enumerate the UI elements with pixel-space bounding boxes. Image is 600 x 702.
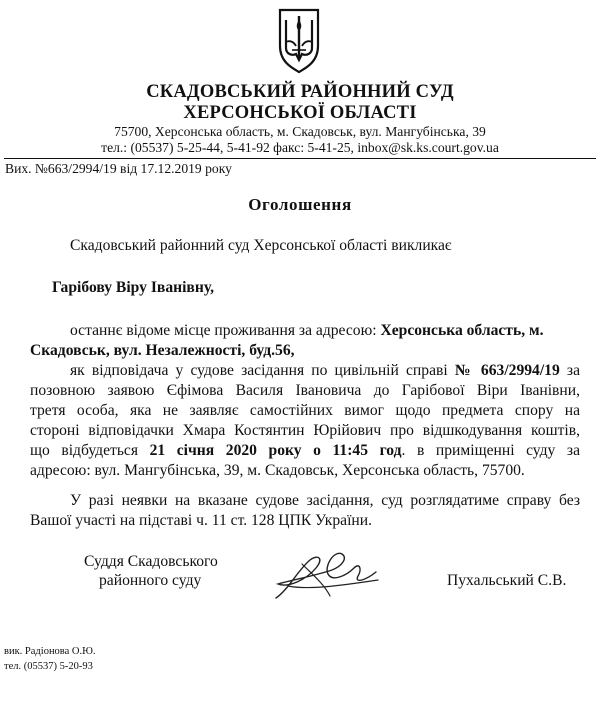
- residence-line1: [70, 321, 544, 341]
- hearing-address-line: адресою: вул. Мангубінська, 39, м. Скадовськ, Херсонська область, 75700.: [30, 462, 525, 479]
- residence-address-b: Скадовськ, вул. Незалежності, буд.56,: [30, 342, 295, 359]
- addressee-name: Гарібову Віру Іванівну,: [52, 279, 214, 296]
- judge-name: Пухальський С.В.: [447, 572, 567, 589]
- executor-phone: тел. (05537) 5-20-93: [4, 661, 93, 672]
- third-party-name-line: стороні відповідачки Хмара Костянтин Юрійович про відшкодування коштів,: [30, 422, 580, 439]
- residence-address-a: Херсонська область, м.: [380, 322, 544, 339]
- outgoing-number: Вих. №663/2994/19 від 17.12.2019 року: [5, 161, 232, 176]
- role-prefix: як відповідача у судове засідання по цивільній справі: [70, 362, 455, 379]
- header-divider: [4, 158, 596, 159]
- court-name-line1: СКАДОВСЬКИЙ РАЙОННИЙ СУД: [146, 82, 454, 102]
- hearing-suffix: . в приміщенні суду за: [401, 442, 580, 459]
- hearing-line: [30, 441, 580, 461]
- court-contacts: тел.: (05537) 5-25-44, 5-41-92 факс: 5-41-25, inbox@sk.ks.court.gov.ua: [101, 140, 499, 155]
- judge-title-line1: Суддя Скадовського: [84, 553, 218, 570]
- intro-paragraph: Скадовський районний суд Херсонської області викликає: [70, 237, 452, 254]
- third-party-line: третя особа, яка не заявляє самостійних вимог щодо предмета спору на: [30, 402, 580, 419]
- role-line: [30, 361, 580, 381]
- handwritten-signature: [258, 540, 398, 610]
- residence-prefix: останнє відоме місце проживання за адресою:: [70, 322, 381, 339]
- judge-title-line2: районного суду: [99, 572, 202, 589]
- executor-name: вик. Радіонова О.Ю.: [4, 646, 96, 657]
- court-address: 75700, Херсонська область, м. Скадовськ, вул. Мангубінська, 39: [114, 124, 486, 139]
- court-name-line2: ХЕРСОНСЬКОЇ ОБЛАСТІ: [183, 103, 417, 123]
- document-title: Оголошення: [248, 195, 352, 214]
- warning-line1: У разі неявки на вказане судове засідання, суд розглядатиме справу без: [70, 492, 580, 509]
- case-number: № 663/2994/19: [454, 362, 560, 379]
- claim-line: позовною заявою Єфімова Василя Івановича до Гарібової Віри Іванівни,: [30, 382, 580, 399]
- role-suffix: за: [559, 362, 581, 379]
- trident-emblem-icon: [276, 6, 322, 74]
- hearing-prefix: що відбудеться: [30, 442, 150, 459]
- hearing-datetime: 21 січня 2020 року о 11:45 год: [149, 442, 402, 459]
- warning-line2: Вашої участі на підставі ч. 11 ст. 128 ЦПК України.: [30, 512, 373, 529]
